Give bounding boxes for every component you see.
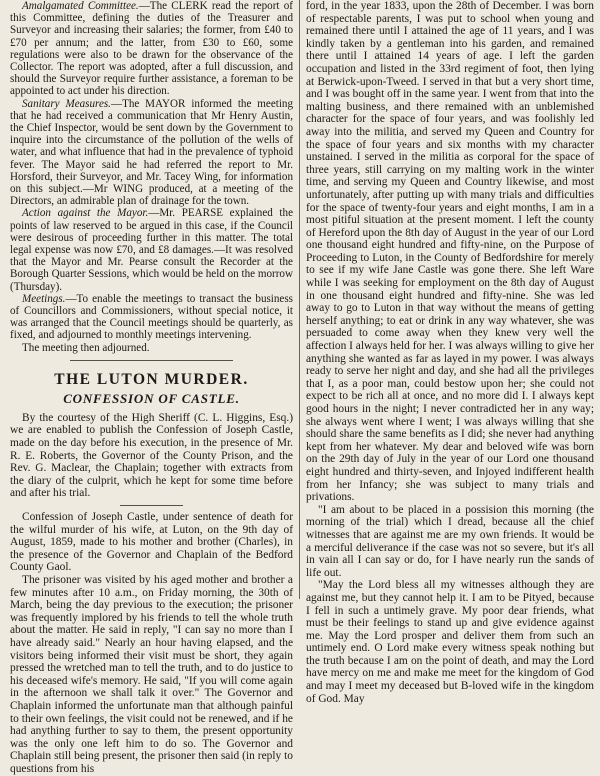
confession-body: The prisoner was visited by his aged mother and brother a few minutes after 10 a.m., on Friday morning, the 30th of March, being the day previous to the execution; the prisoner was frequently implored by his friends to tell the whole truth about the matter. He said in reply, "I can say no more than I have already said." Nearly an hour having elapsed, and the visitors being informed their visit must be short, they again pressed the wretched man to tell the truth, and to do justice to his deceased wife's memory. He said, "If you will come again in the afternoon we shall talk it over." The Governor and Chaplain informed the unfortunate man that although painful to their own feelings, the visit could not be renewed, and if he had anything further to say to them, the present opportunity was the only one left him to do so. The Governor and Chaplain still being present, the prisoner then said (in reply to questions from his xyxy=(10,574,293,775)
article-headline: THE LUTON MURDER. xyxy=(54,370,249,388)
paragraph-lead: Sanitary Measures. xyxy=(22,97,111,110)
column-rule xyxy=(299,0,300,599)
confession-title: Confession of Joseph Castle, under sentence of death for the wilful murder of his wife, at Luton, on the 9th day of August, 1859, made to his mother and brother (Charles), in the presence of the Governor and Chaplain of the Bedford County Gaol. xyxy=(10,511,293,574)
right-column xyxy=(306,0,594,705)
paragraph-text: —To enable the meetings to transact the business of Councillors and Commissioners, without special notice, it was arranged that the Council meetings should be quarterly, as fixed, and adjourned to monthly meetings intervening. xyxy=(10,292,293,342)
left-column xyxy=(10,0,293,775)
amalgamated-committee-paragraph xyxy=(10,0,293,98)
article-subheadline: CONFESSION OF CASTLE. xyxy=(63,390,240,406)
section-divider xyxy=(70,360,233,361)
witnesses-paragraph: "May the Lord bless all my witnesses although they are against me, but they cannot help it. I am to be Pityed, because I fell in such a untimely grave. My poor dear friends, what must be their feelings to stand up and give evidence against me. May the Lord prosper and deliver them from such an untimely end. O Lord make every witness speak nothing but the truth because I am on the point of death, and may the Lord have mercy on me and make me meet for the kingdom of God and may I meet my deceased but B-loved wife in the kingdom of God. May xyxy=(306,579,594,705)
paragraph-lead: Action against the Mayor. xyxy=(22,207,149,220)
continued-paragraph: ford, in the year 1833, upon the 28th of December. I was born of respectable parents, I was put to school when young and remained there until I attained the age of 11 years, and I was kindly taken by a gentleman into his garden, and remained there until I attained 14 years of age. I left the garden occupation and listed in the 33rd regiment of foot, then lying at Berwick-upon-Tweed. I served in that but a very short time, and I was bought off in the same year. I went from that into the malting business, and there remained with an unblemished character for the space of four years, and was foolishly led away into the militia, and served my Queen and Country for the space of four years and six months with my character unstained. I served in the militia as corporal for the space of three years, still carrying on my malting work in the winter time, and serving my Queen and Country likewise, and most unfortunately, after putting up with many trials and difficulties for the space of twenty-four years and eight months, I am in a most pitiful situation at the present moment. I left the county of Hereford upon the 8th day of August in the year of our Lord one thousand eight hundred and fifty-nine, on the Purpose of Proceeding to Luton, in the County of Bedfordshire for merely to see if my wife Jane Castle was gone there. She left Ware while I was seeking for employment on the 8th day of August in one thousand eight hundred and fifty-nine. She was led away to go to Luton in that way without the means of getting herself anything; to eat or drink in any way whatever, she was persuaded to come away when they knew very well the affection I always held for her. I was always willing to give her anything she wanted as far as layed in my power. I was always ready to serve her night and day, and she had all the privileges that I, as a poor man, could bestow upon her; she could not expect to be rich all at once, and no more did I. I always kept good hours in the night; I never contradicted her in any way; she always went where I went; I was always willing that she should share the same benefits as I did; she never had anything kept from her whatever. My dear and beloved wife was born on the 29th day of July in the year of our Lord one thousand eight hundred and thirty-seven, and Injoyed indifferent health from her Infancy; she was subject to many trials and privations. xyxy=(306,0,594,504)
intro-paragraph: By the courtesy of the High Sheriff (C. L. Higgins, Esq.) we are enabled to publish the Confession of Joseph Castle, made on the day before his execution, in the presence of Mr. R. E. Roberts, the Governor of the County Prison, and the Rev. G. Maclear, the Chaplain; together with extracts from the diary of the culprit, which he kept for some time before and after his trial. xyxy=(10,411,293,500)
adjourned-line: The meeting then adjourned. xyxy=(22,341,150,354)
paragraph-lead: Amalgamated Committee. xyxy=(22,0,139,12)
paragraph-text: —The CLERK read the report of this Committee, defining the duties of the Treasurer and Surveyor and increasing their salaries; the former, from £40 to £70 per annum; and the latter, from £30 to £60, some regulations were also to be drawn for the observance of the Collector. The report was adopted, after a full discussion, and should the Surveyor require further assistance, a foreman to be appointed to act under his direction. xyxy=(10,0,293,98)
action-against-mayor-paragraph xyxy=(10,207,293,292)
paragraph-text: —Mr. PEARSE explained the points of law reserved to be argued in this case, if the Council were desirous of proceeding further in this matter. The total legal expense was now £70, and £8 damages.—It was resolved that the Mayor and Mr. Pearse consult the Recorder at the Borough Quarter Sessions, which would be held on the morrow (Thursday). xyxy=(10,207,293,293)
meetings-paragraph xyxy=(10,293,293,342)
sanitary-measures-paragraph xyxy=(10,98,293,208)
short-rule xyxy=(120,505,183,506)
paragraph-lead: Meetings. xyxy=(22,292,66,305)
trial-morning-paragraph: "I am about to be placed in a possision this morning (the morning of the trial) which I dread, because all the chief witnesses that are against me are my own friends. It would be a merciful deliverance if the case was not so severe, but it's all in vain all I can say or do, for I have nearly run the sands of life out. xyxy=(306,503,594,579)
paragraph-text: —The MAYOR informed the meeting that he had received a communication that Mr Henry Austin, the Chief Inspector, would be sent down by the Government to inquire into the circumstance of the pollution of the wells of water, and what influence that had in the prevalence of typhoid fever. The Mayor said he had referred the report to Mr. Horsford, their Surveyor, and Mr. Tacey Wing, for information on this subject.—Mr WING produced, at a meeting of the Directors, an admirable plan of drainage for the town. xyxy=(10,97,293,208)
